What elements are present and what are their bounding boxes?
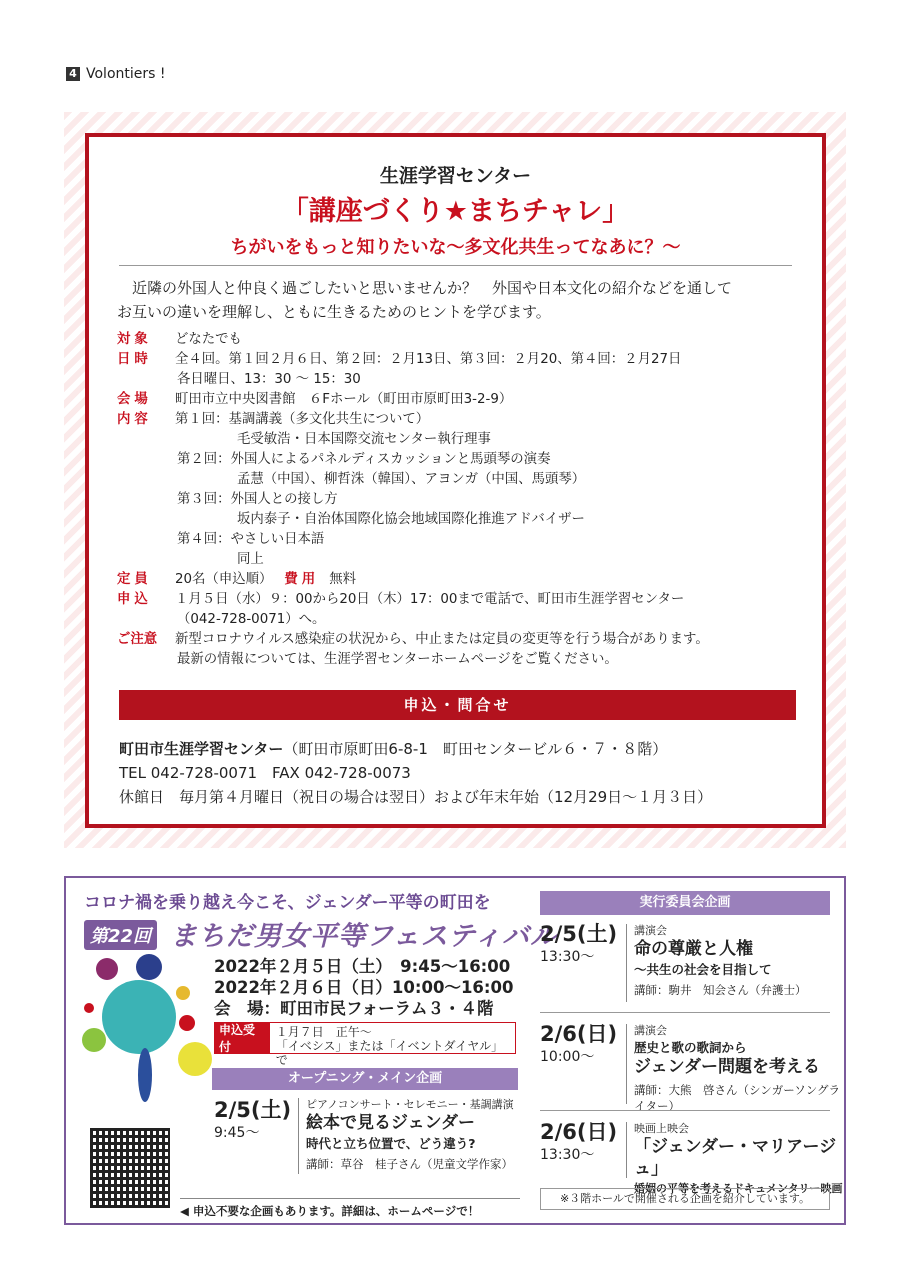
venue-line: 会 場：町田市民フォーラム３・４階 <box>214 999 494 1018</box>
value-content-1: 第１回：基調講義（多文化共生について） <box>175 412 430 427</box>
event-date: 2/5(土) <box>214 1098 292 1122</box>
label-content: 内容 <box>117 412 152 427</box>
page-number: 4 <box>66 67 80 81</box>
deco-dot <box>84 1003 94 1013</box>
festival-tagline: コロナ禍を乗り越え今こそ、ジェンダー平等の町田を <box>84 893 491 913</box>
opening-detail <box>306 1096 514 1172</box>
event-date: 2/6(日) <box>540 1022 618 1046</box>
value-content-2: 第２回：外国人によるパネルディスカッションと馬頭琴の演奏 <box>177 452 551 467</box>
value-target: どなたでも <box>175 332 242 347</box>
festival-dates <box>214 956 513 1019</box>
opening-event <box>214 1098 291 1142</box>
festival-note: ◀ 申込不要な企画もあります。詳細は、ホームページで！ <box>180 1198 520 1219</box>
event-title: ジェンダー問題を考える <box>634 1057 820 1077</box>
event-title: 「ジェンダー・マリアージュ」 <box>634 1137 837 1179</box>
festival-box <box>64 876 846 1225</box>
event-lecturer: 講師：駒井 知会さん（弁護士） <box>634 983 807 997</box>
festival-edition: 第22回 <box>84 920 157 950</box>
contact-bar: 申込・問合せ <box>119 690 796 720</box>
label-notice: ご注意 <box>117 632 158 647</box>
deco-dot <box>82 1028 106 1052</box>
committee-detail-1 <box>634 922 807 998</box>
details <box>117 330 817 670</box>
value-date: 全４回。第１回２月６日、第２回：２月13日、第３回：２月20、第４回：２月27日 <box>175 352 682 367</box>
event-subtitle: 時代と立ち位置で、どう違う? <box>306 1136 476 1151</box>
divider <box>626 924 627 1002</box>
contact-info <box>119 737 809 809</box>
deco-dot <box>179 1015 195 1031</box>
intro-line: お互いの違いを理解し、ともに生きるためのヒントを学びます。 <box>117 303 551 321</box>
committee-bar: 実行委員会企画 <box>540 891 830 915</box>
date-line: 2022年２月５日（土） 9:45～16:00 <box>214 957 511 976</box>
label-date: 日時 <box>117 352 152 367</box>
event-title: 命の尊厳と人権 <box>634 939 753 959</box>
event-time: 13:30～ <box>540 949 595 965</box>
intro <box>117 276 807 324</box>
committee-note: ※３階ホールで開催される企画を紹介しています。 <box>540 1188 830 1210</box>
event-subtitle: ～共生の社会を目指して <box>634 962 772 977</box>
deco-dot <box>136 954 162 980</box>
label-venue: 会場 <box>117 392 152 407</box>
value-venue: 町田市立中央図書館 ６Fホール（町田市原町田3-2-9） <box>175 392 513 407</box>
label-capacity: 定員 <box>117 572 152 587</box>
value-notice: 新型コロナウイルス感染症の状況から、中止または定員の変更等を行う場合があります。 <box>175 632 709 647</box>
value-apply-2: （042-728-0071）へ。 <box>177 612 326 627</box>
opening-bar: オープニング・メイン企画 <box>212 1068 518 1090</box>
page-section-title: Volontiers ! <box>86 66 166 82</box>
contact-org: 町田市生涯学習センター <box>119 740 284 758</box>
organizer: 生涯学習センター <box>379 165 532 187</box>
course-box <box>85 133 826 828</box>
value-content-3: 第３回：外国人との接し方 <box>177 492 338 507</box>
event-time: 9:45～ <box>214 1125 260 1141</box>
committee-detail-3 <box>634 1120 844 1196</box>
deco-dot <box>176 986 190 1000</box>
event-time: 13:30～ <box>540 1147 595 1163</box>
event-category: 講演会 <box>634 1024 667 1037</box>
value-notice-2: 最新の情報については、生涯学習センターホームページをご覧ください。 <box>177 652 618 667</box>
apply-label: 申込受付 <box>215 1023 270 1053</box>
value-content-4b: 同上 <box>237 552 264 567</box>
value-apply: １月５日（水）９：00から20日（木）17：00まで電話で、町田市生涯学習センター <box>175 592 685 607</box>
deco-dot <box>96 958 118 980</box>
value-capacity: 20名（申込順） <box>175 572 273 587</box>
contact-closed: 休館日 毎月第４月曜日（祝日の場合は翌日）および年末年始（12月29日～１月３日） <box>119 788 713 806</box>
apply-box <box>214 1022 516 1067</box>
divider <box>540 1110 830 1111</box>
course-subtitle: ちがいをもっと知りたいな～多文化共生ってなあに？～ <box>230 237 681 258</box>
deco-dot <box>102 980 176 1054</box>
apply-text <box>270 1023 515 1067</box>
label-target: 対象 <box>117 332 152 347</box>
divider <box>626 1122 627 1178</box>
event-lecturer: 講師：大熊 啓さん（シンガーソングライター） <box>634 1083 841 1113</box>
event-date: 2/5(土) <box>540 922 618 946</box>
deco-dot <box>178 1042 212 1076</box>
committee-event-1 <box>540 922 617 966</box>
event-category: 講演会 <box>634 924 667 937</box>
value-date-2: 各日曜日、13：30 ～ 15：30 <box>177 372 361 387</box>
label-apply: 申込 <box>117 592 152 607</box>
deco-dot <box>138 1048 152 1102</box>
event-subtitle: 歴史と歌の歌詞から <box>634 1040 747 1055</box>
label-fee: 費用 <box>284 572 320 587</box>
divider <box>540 1012 830 1013</box>
apply-time: １月７日 正午～ <box>275 1025 372 1039</box>
event-date: 2/6(日) <box>540 1120 618 1144</box>
event-time: 10:00～ <box>540 1049 595 1065</box>
festival-title: まちだ男女平等フェスティバル <box>170 921 558 952</box>
apply-method: 「イベシス」または「イベントダイヤル」で <box>275 1039 504 1067</box>
event-title: 絵本で見るジェンダー <box>306 1113 475 1133</box>
value-content-1b: 毛受敏浩・日本国際交流センター執行理事 <box>237 432 491 447</box>
value-content-4: 第４回：やさしい日本語 <box>177 532 325 547</box>
course-title: 「講座づくり★まちチャレ」 <box>281 196 630 227</box>
event-lecturer: 講師：草谷 桂子さん（児童文学作家） <box>306 1157 513 1171</box>
qr-code[interactable] <box>86 1124 174 1212</box>
committee-detail-2 <box>634 1022 844 1114</box>
contact-phone: TEL 042-728-0071 FAX 042-728-0073 <box>119 764 411 782</box>
event-subtitle: 婚姻の平等を考えるドキュメンタリー映画 <box>634 1182 843 1195</box>
value-content-3b: 坂内泰子・自治体国際化協会地域国際化推進アドバイザー <box>237 512 585 527</box>
divider <box>626 1024 627 1104</box>
event-category: 映画上映会 <box>634 1122 689 1135</box>
contact-address: （町田市原町田6-8-1 町田センタービル６・７・８階） <box>283 740 668 758</box>
divider <box>298 1098 299 1174</box>
intro-line: 近隣の外国人と仲良く過ごしたいと思いませんか？ 外国や日本文化の紹介などを通して <box>117 279 733 297</box>
divider <box>119 265 792 266</box>
page-header <box>66 66 166 82</box>
value-content-2b: 孟慧（中国）、柳哲洙（韓国）、アヨンガ（中国、馬頭琴） <box>237 472 586 487</box>
event-category: ピアノコンサート・セレモニー・基調講演 <box>306 1098 514 1111</box>
value-fee: 無料 <box>329 572 356 587</box>
committee-event-2 <box>540 1022 617 1066</box>
committee-event-3 <box>540 1120 617 1164</box>
date-line: 2022年２月６日（日）10:00～16:00 <box>214 978 514 997</box>
